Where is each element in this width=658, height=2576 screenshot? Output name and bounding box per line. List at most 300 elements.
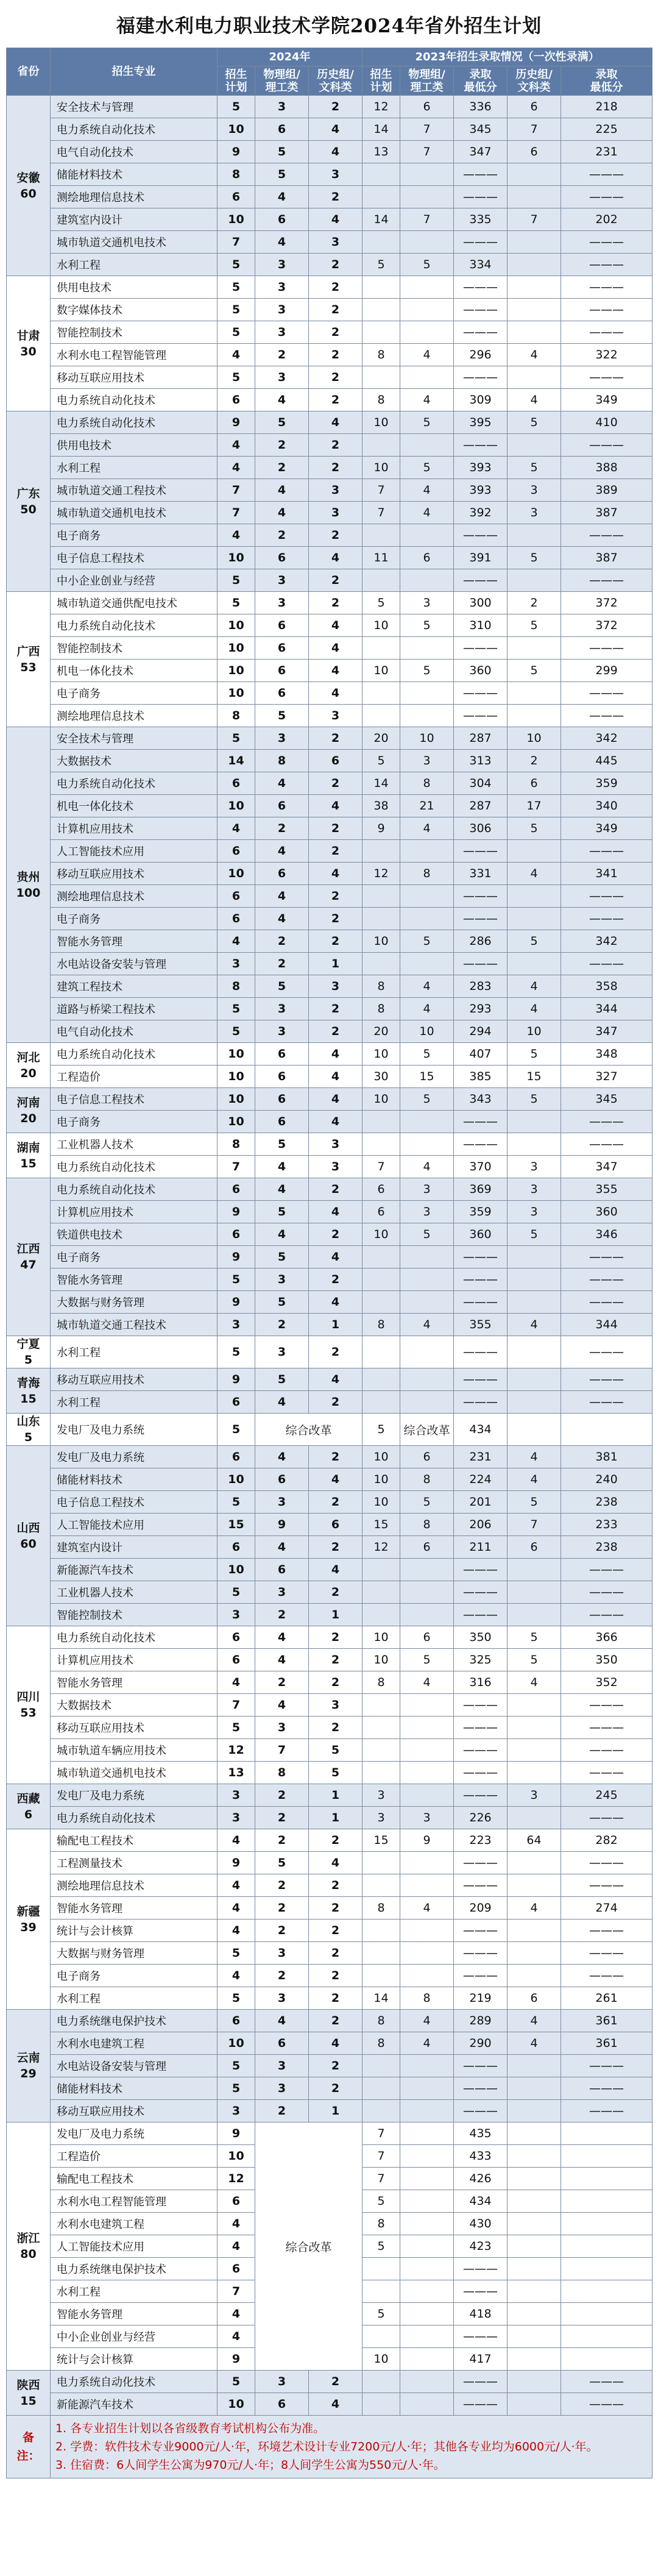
history-2023-cell: 6 (508, 96, 561, 118)
plan-2023-cell (363, 1111, 400, 1133)
note-line: 3. 住宿费：6人间学生公寓为970元/人·年；8人间学生公寓为550元/人·年。 (55, 2458, 445, 2472)
plan-cell: 10 (218, 637, 255, 660)
history-min-score-cell: 445 (561, 750, 653, 772)
physics-count-cell: 3 (255, 254, 309, 276)
history-count-cell: 5 (309, 1739, 363, 1762)
plan-2023-cell (363, 1559, 400, 1581)
major-cell: 智能水务管理 (51, 930, 218, 953)
major-cell: 输配电工程技术 (51, 1829, 218, 1852)
plan-2023-cell: 8 (363, 1314, 400, 1336)
table-row (7, 1604, 653, 1626)
province-total: 39 (20, 1920, 37, 1934)
physics-count-cell: 4 (255, 840, 309, 863)
history-min-score-cell: 238 (561, 1536, 653, 1559)
history-min-score-cell: 345 (561, 1088, 653, 1111)
major-cell: 发电厂及电力系统 (51, 1414, 218, 1446)
history-2023-cell: 5 (508, 817, 561, 840)
history-2023-cell: 2 (508, 592, 561, 614)
physics-min-score-cell: 304 (454, 772, 508, 795)
major-cell: 测绘地理信息技术 (51, 885, 218, 908)
history-min-score-cell: 218 (561, 96, 653, 118)
major-cell: 电力系统自动化技术 (51, 411, 218, 434)
plan-cell: 9 (218, 1368, 255, 1391)
history-count-cell: 3 (309, 502, 363, 524)
physics-min-score-cell: ——— (454, 366, 508, 389)
table-row (7, 2010, 653, 2032)
physics-count-cell: 5 (255, 1368, 309, 1391)
physics-2023-cell (400, 1852, 454, 1874)
physics-min-score-cell: ——— (454, 1694, 508, 1717)
plan-cell: 4 (218, 457, 255, 479)
province-cell (7, 2122, 51, 2371)
plan-2023-cell (363, 434, 400, 457)
physics-min-score-cell: ——— (454, 2325, 508, 2348)
table-row (7, 840, 653, 863)
history-count-cell: 4 (309, 1111, 363, 1133)
table-row (7, 254, 653, 276)
physics-min-score-cell: ——— (454, 953, 508, 975)
physics-2023-cell (400, 953, 454, 975)
province-cell (7, 1336, 51, 1368)
plan-cell: 4 (218, 524, 255, 547)
history-2023-cell (508, 2325, 561, 2348)
physics-min-score-cell: 325 (454, 1649, 508, 1671)
plan-cell: 5 (218, 2055, 255, 2077)
history-min-score-cell: 355 (561, 1178, 653, 1201)
table-row (7, 1066, 653, 1088)
physics-2023-cell: 4 (400, 2010, 454, 2032)
history-2023-cell (508, 1694, 561, 1717)
major-cell: 测绘地理信息技术 (51, 186, 218, 208)
plan-cell: 4 (218, 2235, 255, 2258)
history-min-score-cell: ——— (561, 1581, 653, 1604)
physics-min-score-cell: ——— (454, 1391, 508, 1414)
history-min-score-cell: ——— (561, 2371, 653, 2393)
history-min-score-cell: ——— (561, 1291, 653, 1314)
physics-count-cell: 6 (255, 1559, 309, 1581)
province-cell (7, 1178, 51, 1336)
history-count-cell: 4 (309, 547, 363, 569)
province-total: 15 (20, 1392, 37, 1406)
history-2023-cell (508, 1133, 561, 1156)
plan-2023-cell (363, 1739, 400, 1762)
table-row (7, 2032, 653, 2055)
physics-min-score-cell: ——— (454, 1133, 508, 1156)
physics-2023-cell: 5 (400, 660, 454, 682)
history-count-cell: 2 (309, 1717, 363, 1739)
plan-cell: 4 (218, 930, 255, 953)
history-count-cell: 1 (309, 1314, 363, 1336)
major-cell: 电子商务 (51, 1246, 218, 1268)
history-min-score-cell: ——— (561, 682, 653, 705)
major-cell: 电子商务 (51, 682, 218, 705)
physics-count-cell: 4 (255, 2010, 309, 2032)
major-cell: 水利工程 (51, 457, 218, 479)
physics-min-score-cell: ——— (454, 1942, 508, 1965)
history-count-cell: 4 (309, 1368, 363, 1391)
physics-count-cell: 2 (255, 817, 309, 840)
table-row (7, 366, 653, 389)
history-2023-cell: 6 (508, 141, 561, 163)
plan-cell: 6 (218, 186, 255, 208)
history-2023-cell (508, 1762, 561, 1784)
plan-2023-cell (363, 2055, 400, 2077)
plan-2023-cell: 30 (363, 1066, 400, 1088)
plan-cell: 5 (218, 1717, 255, 1739)
table-row (7, 1626, 653, 1649)
plan-cell: 6 (218, 1223, 255, 1246)
history-min-score-cell: ——— (561, 1920, 653, 1942)
major-cell: 建筑工程技术 (51, 975, 218, 998)
history-min-score-cell: ——— (561, 366, 653, 389)
physics-min-score-cell: 430 (454, 2213, 508, 2235)
history-min-score-cell: 358 (561, 975, 653, 998)
plan-2023-cell (363, 1920, 400, 1942)
plan-cell: 7 (218, 502, 255, 524)
plan-cell: 10 (218, 614, 255, 637)
major-cell: 工业机器人技术 (51, 1133, 218, 1156)
province-name: 宁夏 (16, 1337, 40, 1351)
plan-cell: 9 (218, 1291, 255, 1314)
history-count-cell: 2 (309, 186, 363, 208)
history-count-cell: 2 (309, 2077, 363, 2100)
table-row (7, 1043, 653, 1066)
history-2023-cell (508, 2100, 561, 2122)
document-title: 福建水利电力职业技术学院2024年省外招生计划 (116, 15, 542, 37)
province-total: 60 (20, 187, 37, 201)
history-2023-cell (508, 321, 561, 344)
plan-cell: 5 (218, 1020, 255, 1043)
physics-count-cell: 8 (255, 750, 309, 772)
physics-count-cell: 2 (255, 2100, 309, 2122)
plan-2023-cell (363, 299, 400, 321)
history-2023-cell: 7 (508, 1514, 561, 1536)
history-min-score-cell: 238 (561, 1491, 653, 1514)
plan-2023-cell: 8 (363, 389, 400, 411)
major-cell: 移动互联应用技术 (51, 2100, 218, 2122)
physics-2023-cell: 综合改革 (400, 1414, 454, 1446)
table-row (7, 1965, 653, 1987)
history-2023-cell: 4 (508, 1671, 561, 1694)
major-cell: 输配电工程技术 (51, 2168, 218, 2190)
plan-2023-cell (363, 1268, 400, 1291)
history-count-cell: 2 (309, 1391, 363, 1414)
history-count-cell: 2 (309, 2055, 363, 2077)
history-2023-cell (508, 1581, 561, 1604)
table-row (7, 1223, 653, 1246)
history-min-score-cell: ——— (561, 1604, 653, 1626)
history-count-cell: 2 (309, 2371, 363, 2393)
physics-count-cell: 2 (255, 1897, 309, 1920)
table-row (7, 727, 653, 750)
history-min-score-cell: ——— (561, 1268, 653, 1291)
physics-2023-cell: 3 (400, 750, 454, 772)
history-count-cell: 2 (309, 592, 363, 614)
history-count-cell: 2 (309, 817, 363, 840)
plan-2023-cell: 12 (363, 863, 400, 885)
major-cell: 水利工程 (51, 2280, 218, 2303)
history-2023-cell (508, 163, 561, 186)
history-2023-cell: 15 (508, 1066, 561, 1088)
history-count-cell: 2 (309, 321, 363, 344)
physics-min-score-cell: 417 (454, 2348, 508, 2371)
physics-2023-cell (400, 2168, 454, 2190)
physics-2023-cell: 4 (400, 479, 454, 502)
history-group-header: 历史组/ 文科类 (309, 66, 363, 96)
history-2023-cell: 10 (508, 1020, 561, 1043)
major-cell: 计算机应用技术 (51, 817, 218, 840)
physics-count-cell: 4 (255, 186, 309, 208)
major-cell: 安全技术与管理 (51, 96, 218, 118)
history-min-score-cell (561, 2303, 653, 2325)
plan-cell: 10 (218, 863, 255, 885)
history-count-cell: 1 (309, 1604, 363, 1626)
province-cell (7, 411, 51, 592)
physics-2023-cell: 4 (400, 1671, 454, 1694)
table-row (7, 772, 653, 795)
physics-count-cell: 4 (255, 885, 309, 908)
plan-2023-cell: 10 (363, 930, 400, 953)
province-total: 53 (20, 660, 37, 674)
physics-2023-cell (400, 1268, 454, 1291)
history-count-cell: 2 (309, 1829, 363, 1852)
plan-2023-cell: 10 (363, 660, 400, 682)
table-row (7, 817, 653, 840)
physics-count-cell: 4 (255, 1223, 309, 1246)
table-row (7, 1649, 653, 1671)
history-2023-cell (508, 434, 561, 457)
plan-cell: 6 (218, 2190, 255, 2213)
physics-min-score-cell: 385 (454, 1066, 508, 1088)
physics-2023-cell (400, 637, 454, 660)
major-cell: 数字媒体技术 (51, 299, 218, 321)
history-2023-cell: 5 (508, 411, 561, 434)
major-cell: 大数据与财务管理 (51, 1291, 218, 1314)
physics-2023-cell (400, 1581, 454, 1604)
physics-2023-cell (400, 163, 454, 186)
physics-count-cell: 4 (255, 479, 309, 502)
physics-count-cell: 9 (255, 1514, 309, 1536)
history-2023-cell (508, 524, 561, 547)
history-min-score-cell: ——— (561, 163, 653, 186)
plan-2023-cell: 10 (363, 1468, 400, 1491)
physics-min-score-cell: ——— (454, 1336, 508, 1368)
major-cell: 电力系统自动化技术 (51, 1807, 218, 1829)
table-row (7, 1717, 653, 1739)
history-2023-cell (508, 1942, 561, 1965)
major-cell: 道路与桥梁工程技术 (51, 998, 218, 1020)
history-min-score-cell (561, 2235, 653, 2258)
physics-min-score-cell: 289 (454, 2010, 508, 2032)
history-min-score-cell: ——— (561, 1559, 653, 1581)
history-2023-cell: 5 (508, 1626, 561, 1649)
table-row (7, 208, 653, 231)
history-count-cell: 1 (309, 2100, 363, 2122)
table-row (7, 795, 653, 817)
history-2023-cell: 4 (508, 975, 561, 998)
major-cell: 新能源汽车技术 (51, 1559, 218, 1581)
table-row (7, 1829, 653, 1852)
major-cell: 中小企业创业与经营 (51, 2325, 218, 2348)
province-name: 江西 (16, 1242, 40, 1256)
physics-2023-cell: 4 (400, 998, 454, 1020)
province-name: 山东 (16, 1415, 40, 1428)
table-row (7, 231, 653, 254)
history-2023-cell: 17 (508, 795, 561, 817)
physics-min-score-cell: 287 (454, 795, 508, 817)
table-row (7, 592, 653, 614)
physics-count-cell: 3 (255, 276, 309, 299)
physics-2023-cell (400, 1291, 454, 1314)
history-count-cell: 4 (309, 118, 363, 141)
physics-min-score-cell: ——— (454, 1874, 508, 1897)
plan-cell: 14 (218, 750, 255, 772)
plan-cell: 8 (218, 705, 255, 727)
plan-2023-cell: 7 (363, 1156, 400, 1178)
plan-2023-cell (363, 231, 400, 254)
history-min-score-cell: ——— (561, 1717, 653, 1739)
table-row (7, 434, 653, 457)
history-min-score-cell: 245 (561, 1784, 653, 1807)
physics-count-cell: 6 (255, 547, 309, 569)
plan-cell: 6 (218, 1536, 255, 1559)
plan-cell: 5 (218, 569, 255, 592)
table-row (7, 2393, 653, 2416)
plan-2023-cell: 15 (363, 1829, 400, 1852)
major-cell: 测绘地理信息技术 (51, 705, 218, 727)
province-name: 广东 (16, 486, 40, 500)
table-row (7, 1784, 653, 1807)
physics-min-score-cell: 294 (454, 1020, 508, 1043)
table-row (7, 885, 653, 908)
physics-2023-cell: 5 (400, 1491, 454, 1514)
plan-2023-cell: 10 (363, 1088, 400, 1111)
physics-2023-cell: 4 (400, 1897, 454, 1920)
province-total: 29 (20, 2067, 37, 2080)
major-cell: 电力系统自动化技术 (51, 1178, 218, 1201)
history-count-cell: 2 (309, 727, 363, 750)
physics-2023-cell: 10 (400, 1020, 454, 1043)
plan-cell: 3 (218, 1314, 255, 1336)
table-row (7, 1368, 653, 1391)
history-2023-cell (508, 705, 561, 727)
physics-count-cell: 6 (255, 795, 309, 817)
plan-2023-cell (363, 1391, 400, 1414)
plan-cell: 10 (218, 1088, 255, 1111)
province-cell (7, 1133, 51, 1178)
history-2023-cell: 3 (508, 1178, 561, 1201)
physics-2023-cell (400, 1717, 454, 1739)
major-cell: 电力系统自动化技术 (51, 118, 218, 141)
physics-count-cell: 4 (255, 772, 309, 795)
plan-2023-cell (363, 366, 400, 389)
history-count-cell: 2 (309, 1446, 363, 1468)
physics-min-score-cell: 434 (454, 1414, 508, 1446)
physics-count-cell: 5 (255, 1133, 309, 1156)
physics-min-score-cell: ——— (454, 2280, 508, 2303)
province-total: 80 (20, 2247, 37, 2261)
major-cell: 电力系统自动化技术 (51, 1156, 218, 1178)
plan-cell: 7 (218, 2280, 255, 2303)
physics-min-score-cell: 359 (454, 1201, 508, 1223)
plan-cell: 6 (218, 840, 255, 863)
history-min-score-cell (561, 2190, 653, 2213)
plan-2023-cell: 13 (363, 141, 400, 163)
physics-min-score-cell: ——— (454, 1739, 508, 1762)
province-cell (7, 2010, 51, 2122)
physics-2023-cell (400, 1559, 454, 1581)
history-count-cell: 2 (309, 1874, 363, 1897)
history-2023-cell (508, 1965, 561, 1987)
history-min-score-cell: 366 (561, 1626, 653, 1649)
plan-cell: 8 (218, 1133, 255, 1156)
physics-min-score-cell: 355 (454, 1314, 508, 1336)
physics-2023-cell: 8 (400, 863, 454, 885)
table-row (7, 1581, 653, 1604)
physics-min-score-cell: ——— (454, 1559, 508, 1581)
physics-count-cell: 3 (255, 1581, 309, 1604)
physics-2023-cell (400, 2213, 454, 2235)
province-total: 5 (24, 1431, 33, 1444)
history-min-score-cell: ——— (561, 705, 653, 727)
history-count-cell: 2 (309, 1581, 363, 1604)
physics-2023-cell (400, 1920, 454, 1942)
physics-2023-cell (400, 524, 454, 547)
physics-2023-cell: 5 (400, 1088, 454, 1111)
physics-2023-cell: 5 (400, 1223, 454, 1246)
plan-cell: 5 (218, 1414, 255, 1446)
major-cell: 机电一体化技术 (51, 660, 218, 682)
plan-2023-cell (363, 1762, 400, 1784)
province-cell (7, 2371, 51, 2416)
major-cell: 电力系统继电保护技术 (51, 2010, 218, 2032)
history-2023-cell: 5 (508, 1491, 561, 1514)
table-row (7, 1852, 653, 1874)
physics-2023-cell (400, 2077, 454, 2100)
major-cell: 电力系统自动化技术 (51, 1043, 218, 1066)
major-cell: 智能水务管理 (51, 1268, 218, 1291)
plan-2023-cell (363, 1942, 400, 1965)
physics-min-score-cell: ——— (454, 1604, 508, 1626)
plan-cell: 9 (218, 2348, 255, 2371)
major-cell: 城市轨道交通工程技术 (51, 1314, 218, 1336)
history-2023-cell (508, 908, 561, 930)
province-total: 30 (20, 344, 37, 358)
history-count-cell: 4 (309, 1088, 363, 1111)
physics-2023-cell: 8 (400, 1987, 454, 2010)
history-count-cell: 2 (309, 1920, 363, 1942)
major-cell: 工程测量技术 (51, 1852, 218, 1874)
history-min-score-cell: ——— (561, 1942, 653, 1965)
plan-cell: 5 (218, 1942, 255, 1965)
plan-2023-cell (363, 840, 400, 863)
major-cell: 工程造价 (51, 1066, 218, 1088)
physics-min-score-cell: 290 (454, 2032, 508, 2055)
history-min-score-cell: ——— (561, 885, 653, 908)
history-2023-cell: 5 (508, 1043, 561, 1066)
plan-cell: 5 (218, 96, 255, 118)
history-2023-cell: 3 (508, 1156, 561, 1178)
table-row (7, 1133, 653, 1156)
major-cell: 储能材料技术 (51, 1468, 218, 1491)
history-2023-cell (508, 2303, 561, 2325)
major-cell: 大数据与财务管理 (51, 1942, 218, 1965)
history-2023-cell: 4 (508, 1314, 561, 1336)
history-2023-cell (508, 1246, 561, 1268)
plan-2023-cell: 10 (363, 457, 400, 479)
plan-cell: 6 (218, 1178, 255, 1201)
history-2023-cell: 5 (508, 1649, 561, 1671)
